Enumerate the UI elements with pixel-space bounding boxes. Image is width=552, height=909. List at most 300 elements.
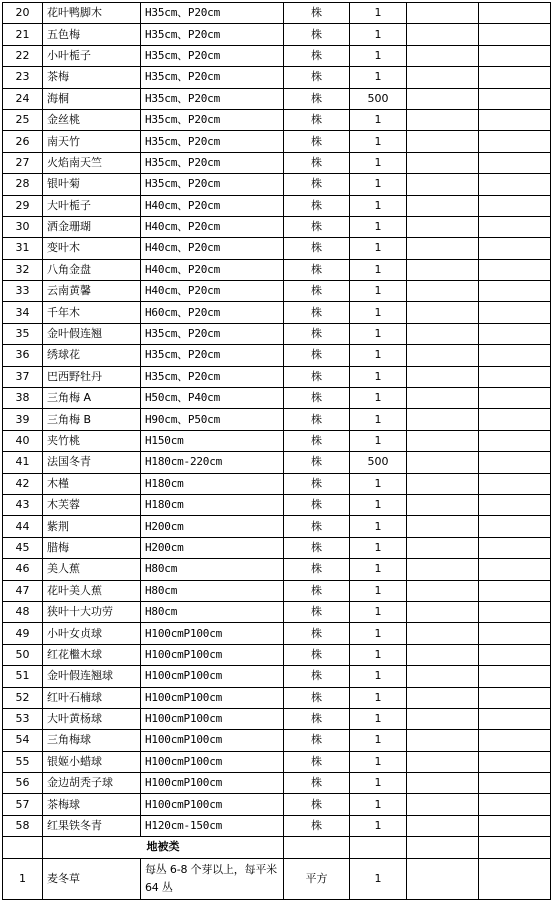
plant-spec: H90cm、P50cm — [141, 409, 284, 430]
plant-name: 南天竹 — [43, 131, 141, 152]
quantity-cell: 1 — [350, 24, 407, 45]
quantity-cell: 1 — [350, 815, 407, 836]
row-number: 58 — [3, 815, 43, 836]
quantity-cell: 1 — [350, 152, 407, 173]
empty-cell — [407, 302, 479, 323]
plant-name: 紫荆 — [43, 516, 141, 537]
empty-cell — [479, 174, 551, 195]
plant-name: 茶梅球 — [43, 794, 141, 815]
plant-spec: H180cm — [141, 473, 284, 494]
unit-cell: 株 — [284, 708, 350, 729]
row-number: 31 — [3, 238, 43, 259]
table-row — [3, 559, 551, 580]
table-row — [3, 238, 551, 259]
unit-cell: 株 — [284, 559, 350, 580]
row-number: 49 — [3, 623, 43, 644]
row-number: 42 — [3, 473, 43, 494]
table-row — [3, 195, 551, 216]
row-number: 44 — [3, 516, 43, 537]
quantity-cell: 1 — [350, 216, 407, 237]
unit-cell: 株 — [284, 409, 350, 430]
unit-cell: 株 — [284, 452, 350, 473]
empty-cell — [479, 3, 551, 24]
row-number: 55 — [3, 751, 43, 772]
plant-name: 红花檵木球 — [43, 644, 141, 665]
empty-cell — [479, 730, 551, 751]
plant-name: 八角金盘 — [43, 259, 141, 280]
unit-cell: 株 — [284, 751, 350, 772]
plant-spec: H120cm-150cm — [141, 815, 284, 836]
row-number: 23 — [3, 67, 43, 88]
empty-cell — [479, 152, 551, 173]
unit-cell: 株 — [284, 345, 350, 366]
table-row — [3, 259, 551, 280]
plant-name: 木槿 — [43, 473, 141, 494]
table-row — [3, 666, 551, 687]
row-number: 56 — [3, 773, 43, 794]
plant-name: 火焰南天竺 — [43, 152, 141, 173]
unit-cell: 株 — [284, 773, 350, 794]
section-title: 地被类 — [43, 837, 284, 858]
plant-name: 腊梅 — [43, 537, 141, 558]
plant-name: 金叶假连翘 — [43, 323, 141, 344]
quantity-cell: 1 — [350, 537, 407, 558]
quantity-cell: 1 — [350, 580, 407, 601]
row-number: 1 — [3, 858, 43, 899]
unit-cell: 株 — [284, 644, 350, 665]
empty-cell — [407, 366, 479, 387]
quantity-cell: 500 — [350, 88, 407, 109]
plant-spec: H60cm、P20cm — [141, 302, 284, 323]
table-row — [3, 409, 551, 430]
table-row — [3, 473, 551, 494]
table-row — [3, 687, 551, 708]
plant-name: 金丝桃 — [43, 109, 141, 130]
empty-cell — [407, 601, 479, 622]
row-number: 20 — [3, 3, 43, 24]
quantity-cell: 1 — [350, 67, 407, 88]
empty-cell — [479, 858, 551, 899]
empty-cell — [479, 666, 551, 687]
plant-name: 夹竹桃 — [43, 430, 141, 451]
unit-cell: 株 — [284, 388, 350, 409]
plant-name: 千年木 — [43, 302, 141, 323]
empty-cell — [407, 109, 479, 130]
empty-cell — [407, 174, 479, 195]
plant-spec: H40cm、P20cm — [141, 281, 284, 302]
table-row — [3, 730, 551, 751]
plant-spec: H35cm、P20cm — [141, 3, 284, 24]
empty-cell — [407, 751, 479, 772]
empty-cell — [407, 730, 479, 751]
empty-cell — [479, 837, 551, 858]
unit-cell: 株 — [284, 131, 350, 152]
empty-cell — [407, 687, 479, 708]
plant-name: 美人蕉 — [43, 559, 141, 580]
plant-spec: H200cm — [141, 537, 284, 558]
unit-cell: 株 — [284, 216, 350, 237]
empty-cell — [479, 580, 551, 601]
unit-cell: 株 — [284, 537, 350, 558]
row-number: 48 — [3, 601, 43, 622]
plant-spec: H100cmP100cm — [141, 773, 284, 794]
plant-spec: H100cmP100cm — [141, 730, 284, 751]
row-number: 21 — [3, 24, 43, 45]
quantity-cell: 1 — [350, 238, 407, 259]
plant-spec: H35cm、P20cm — [141, 24, 284, 45]
table-row — [3, 388, 551, 409]
plant-name: 变叶木 — [43, 238, 141, 259]
empty-cell — [479, 45, 551, 66]
table-row — [3, 644, 551, 665]
unit-cell: 株 — [284, 195, 350, 216]
empty-cell — [479, 559, 551, 580]
quantity-cell: 1 — [350, 644, 407, 665]
plant-name: 木芙蓉 — [43, 494, 141, 515]
plant-spec: H35cm、P20cm — [141, 45, 284, 66]
unit-cell: 株 — [284, 666, 350, 687]
empty-cell — [407, 559, 479, 580]
quantity-cell: 1 — [350, 174, 407, 195]
empty-cell — [407, 281, 479, 302]
unit-cell: 株 — [284, 174, 350, 195]
empty-cell — [479, 794, 551, 815]
row-number: 51 — [3, 666, 43, 687]
empty-cell — [407, 345, 479, 366]
empty-cell — [479, 516, 551, 537]
table-row — [3, 216, 551, 237]
empty-cell — [479, 644, 551, 665]
quantity-cell: 1 — [350, 323, 407, 344]
section-header-row — [3, 837, 551, 858]
plant-spec: H100cmP100cm — [141, 687, 284, 708]
table-row — [3, 452, 551, 473]
plant-name: 银姬小蜡球 — [43, 751, 141, 772]
quantity-cell: 1 — [350, 45, 407, 66]
empty-cell — [407, 216, 479, 237]
empty-cell — [407, 238, 479, 259]
empty-cell — [407, 623, 479, 644]
quantity-cell: 1 — [350, 409, 407, 430]
row-number: 26 — [3, 131, 43, 152]
table-row — [3, 494, 551, 515]
plant-name: 法国冬青 — [43, 452, 141, 473]
plant-spec: H100cmP100cm — [141, 708, 284, 729]
row-number: 43 — [3, 494, 43, 515]
empty-cell — [407, 24, 479, 45]
unit-cell: 株 — [284, 88, 350, 109]
plant-spec: H100cmP100cm — [141, 666, 284, 687]
plant-spec: H35cm、P20cm — [141, 174, 284, 195]
row-number: 24 — [3, 88, 43, 109]
table-row — [3, 794, 551, 815]
row-number: 38 — [3, 388, 43, 409]
unit-cell: 株 — [284, 323, 350, 344]
table-row — [3, 366, 551, 387]
row-number: 32 — [3, 259, 43, 280]
empty-cell — [479, 773, 551, 794]
table-row — [3, 174, 551, 195]
empty-cell — [407, 815, 479, 836]
table-row — [3, 623, 551, 644]
quantity-cell: 1 — [350, 281, 407, 302]
row-number: 33 — [3, 281, 43, 302]
empty-cell — [479, 345, 551, 366]
row-number: 28 — [3, 174, 43, 195]
plant-name: 巴西野牡丹 — [43, 366, 141, 387]
plant-name: 三角梅球 — [43, 730, 141, 751]
unit-cell: 株 — [284, 687, 350, 708]
quantity-cell: 500 — [350, 452, 407, 473]
empty-cell — [407, 858, 479, 899]
quantity-cell: 1 — [350, 109, 407, 130]
plant-spec: H80cm — [141, 601, 284, 622]
row-number: 57 — [3, 794, 43, 815]
unit-cell: 株 — [284, 259, 350, 280]
empty-cell — [479, 601, 551, 622]
plant-list-table — [2, 2, 551, 900]
empty-cell — [479, 473, 551, 494]
plant-spec: H180cm — [141, 494, 284, 515]
plant-name: 茶梅 — [43, 67, 141, 88]
quantity-cell: 1 — [350, 708, 407, 729]
table-body — [3, 3, 551, 900]
table-row — [3, 773, 551, 794]
plant-name: 花叶鸭脚木 — [43, 3, 141, 24]
empty-cell — [479, 88, 551, 109]
plant-name: 银叶菊 — [43, 174, 141, 195]
empty-cell — [479, 708, 551, 729]
empty-cell — [407, 516, 479, 537]
empty-cell — [407, 794, 479, 815]
table-row — [3, 858, 551, 899]
table-row — [3, 88, 551, 109]
row-number: 35 — [3, 323, 43, 344]
row-number: 34 — [3, 302, 43, 323]
quantity-cell: 1 — [350, 559, 407, 580]
plant-spec: H40cm、P20cm — [141, 195, 284, 216]
unit-cell: 株 — [284, 730, 350, 751]
table-row — [3, 302, 551, 323]
empty-cell — [350, 837, 407, 858]
row-number: 27 — [3, 152, 43, 173]
empty-cell — [407, 152, 479, 173]
empty-cell — [479, 815, 551, 836]
row-number: 53 — [3, 708, 43, 729]
row-number: 30 — [3, 216, 43, 237]
row-number: 36 — [3, 345, 43, 366]
unit-cell: 株 — [284, 152, 350, 173]
quantity-cell: 1 — [350, 259, 407, 280]
empty-cell — [407, 259, 479, 280]
empty-cell — [479, 430, 551, 451]
unit-cell: 株 — [284, 794, 350, 815]
quantity-cell: 1 — [350, 195, 407, 216]
table-row — [3, 537, 551, 558]
quantity-cell: 1 — [350, 366, 407, 387]
plant-spec: H35cm、P20cm — [141, 323, 284, 344]
plant-spec: H35cm、P20cm — [141, 109, 284, 130]
quantity-cell: 1 — [350, 345, 407, 366]
unit-cell: 株 — [284, 623, 350, 644]
row-number: 50 — [3, 644, 43, 665]
plant-name: 红叶石楠球 — [43, 687, 141, 708]
empty-cell — [479, 388, 551, 409]
empty-cell — [407, 666, 479, 687]
plant-spec: H100cmP100cm — [141, 644, 284, 665]
quantity-cell: 1 — [350, 773, 407, 794]
quantity-cell: 1 — [350, 623, 407, 644]
table-row — [3, 815, 551, 836]
table-row — [3, 323, 551, 344]
empty-cell — [407, 580, 479, 601]
quantity-cell: 1 — [350, 131, 407, 152]
quantity-cell: 1 — [350, 730, 407, 751]
empty-cell — [479, 195, 551, 216]
row-number: 37 — [3, 366, 43, 387]
empty-cell — [284, 837, 350, 858]
empty-cell — [407, 323, 479, 344]
empty-cell — [407, 773, 479, 794]
plant-spec: H80cm — [141, 580, 284, 601]
quantity-cell: 1 — [350, 388, 407, 409]
quantity-cell: 1 — [350, 601, 407, 622]
empty-cell — [479, 67, 551, 88]
unit-cell: 株 — [284, 45, 350, 66]
empty-cell — [407, 195, 479, 216]
empty-cell — [479, 24, 551, 45]
plant-spec: H35cm、P20cm — [141, 366, 284, 387]
unit-cell: 株 — [284, 24, 350, 45]
plant-spec: H40cm、P20cm — [141, 259, 284, 280]
unit-cell: 株 — [284, 580, 350, 601]
empty-cell — [407, 494, 479, 515]
plant-name: 狭叶十大功劳 — [43, 601, 141, 622]
quantity-cell: 1 — [350, 494, 407, 515]
plant-spec: H150cm — [141, 430, 284, 451]
empty-cell — [407, 3, 479, 24]
quantity-cell: 1 — [350, 473, 407, 494]
unit-cell: 株 — [284, 109, 350, 130]
plant-name: 五色梅 — [43, 24, 141, 45]
plant-name: 海桐 — [43, 88, 141, 109]
row-number: 47 — [3, 580, 43, 601]
empty-cell — [479, 131, 551, 152]
quantity-cell: 1 — [350, 794, 407, 815]
empty-cell — [479, 216, 551, 237]
empty-cell — [407, 452, 479, 473]
empty-cell — [407, 409, 479, 430]
plant-name: 金边胡秃子球 — [43, 773, 141, 794]
unit-cell: 株 — [284, 281, 350, 302]
row-number: 45 — [3, 537, 43, 558]
row-number: 29 — [3, 195, 43, 216]
unit-cell: 株 — [284, 430, 350, 451]
plant-name: 小叶栀子 — [43, 45, 141, 66]
unit-cell: 株 — [284, 516, 350, 537]
unit-cell: 株 — [284, 815, 350, 836]
quantity-cell: 1 — [350, 516, 407, 537]
quantity-cell: 1 — [350, 302, 407, 323]
empty-cell — [407, 708, 479, 729]
empty-cell — [479, 302, 551, 323]
quantity-cell: 1 — [350, 3, 407, 24]
unit-cell: 株 — [284, 302, 350, 323]
row-number: 46 — [3, 559, 43, 580]
quantity-cell: 1 — [350, 430, 407, 451]
empty-cell — [407, 45, 479, 66]
empty-cell — [407, 67, 479, 88]
row-number: 41 — [3, 452, 43, 473]
empty-cell — [407, 388, 479, 409]
plant-spec: H100cmP100cm — [141, 751, 284, 772]
plant-name: 麦冬草 — [43, 858, 141, 899]
plant-spec: H35cm、P20cm — [141, 131, 284, 152]
row-number: 39 — [3, 409, 43, 430]
plant-name: 三角梅 A — [43, 388, 141, 409]
row-number: 40 — [3, 430, 43, 451]
empty-cell — [407, 537, 479, 558]
plant-name: 大叶黄杨球 — [43, 708, 141, 729]
plant-spec: H35cm、P20cm — [141, 88, 284, 109]
table-row — [3, 430, 551, 451]
unit-cell: 株 — [284, 473, 350, 494]
plant-name: 大叶栀子 — [43, 195, 141, 216]
table-row — [3, 580, 551, 601]
table-row — [3, 24, 551, 45]
table-row — [3, 3, 551, 24]
empty-cell — [407, 131, 479, 152]
plant-name: 花叶美人蕉 — [43, 580, 141, 601]
plant-spec: H100cmP100cm — [141, 794, 284, 815]
empty-cell — [479, 687, 551, 708]
row-number: 54 — [3, 730, 43, 751]
unit-cell: 株 — [284, 366, 350, 387]
empty-cell — [479, 494, 551, 515]
table-row — [3, 152, 551, 173]
unit-cell: 株 — [284, 3, 350, 24]
empty-cell — [479, 259, 551, 280]
empty-cell — [407, 88, 479, 109]
table-row — [3, 708, 551, 729]
empty-cell — [479, 751, 551, 772]
table-row — [3, 67, 551, 88]
empty-cell — [479, 623, 551, 644]
quantity-cell: 1 — [350, 858, 407, 899]
plant-spec: H200cm — [141, 516, 284, 537]
plant-spec: H35cm、P20cm — [141, 67, 284, 88]
empty-cell — [479, 537, 551, 558]
table-row — [3, 131, 551, 152]
table-row — [3, 281, 551, 302]
plant-spec: H40cm、P20cm — [141, 238, 284, 259]
quantity-cell: 1 — [350, 687, 407, 708]
row-number: 22 — [3, 45, 43, 66]
empty-cell — [479, 452, 551, 473]
table-row — [3, 109, 551, 130]
table-row — [3, 345, 551, 366]
row-number: 52 — [3, 687, 43, 708]
empty-cell — [479, 366, 551, 387]
plant-name: 三角梅 B — [43, 409, 141, 430]
row-number: 25 — [3, 109, 43, 130]
unit-cell: 株 — [284, 494, 350, 515]
empty-cell — [407, 644, 479, 665]
unit-cell: 株 — [284, 601, 350, 622]
empty-cell — [479, 281, 551, 302]
empty-cell — [479, 409, 551, 430]
plant-spec: H40cm、P20cm — [141, 216, 284, 237]
